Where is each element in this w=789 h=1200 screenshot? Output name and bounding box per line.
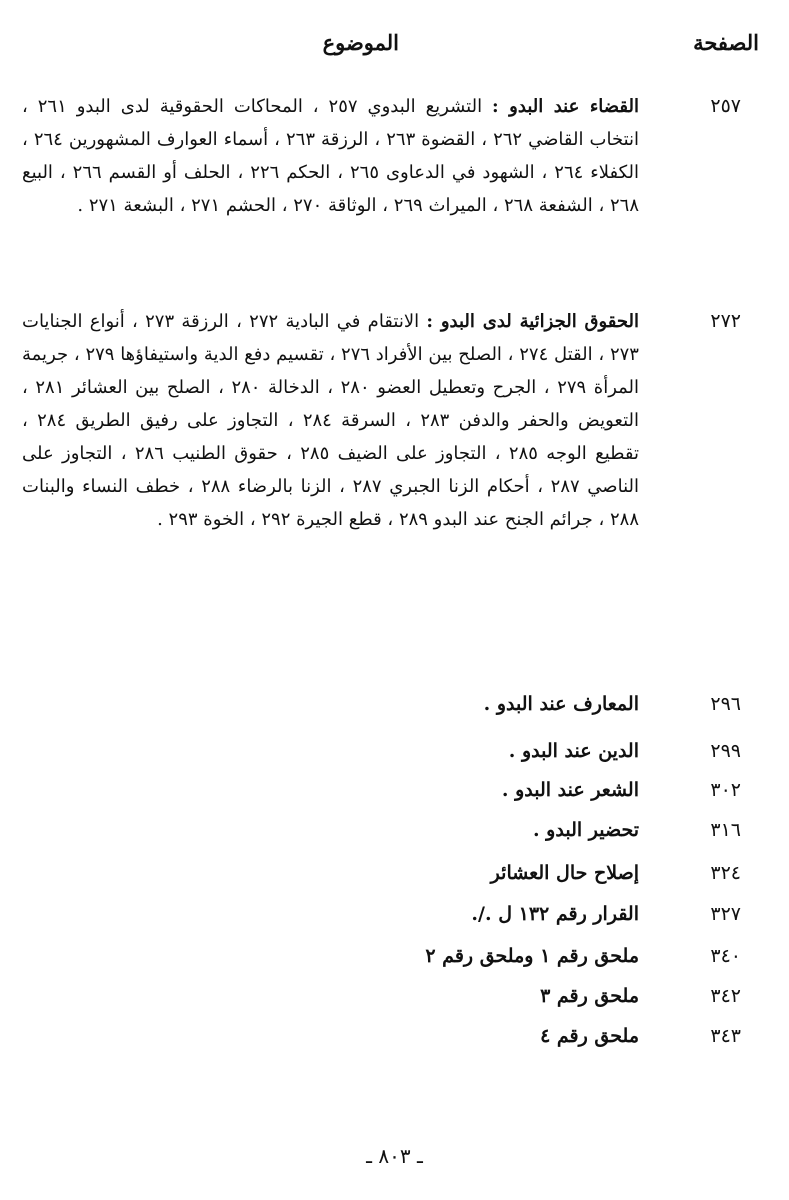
- entry-title: المعارف عند البدو .: [483, 693, 639, 715]
- entry-page-number: ٢٧٢: [710, 310, 741, 332]
- page-number: ـ ٨٠٣ ـ: [366, 1144, 423, 1168]
- entry-title: الحقوق الجزائية لدى البدو :: [426, 311, 639, 332]
- entry-page-number: ٢٩٩: [710, 740, 741, 762]
- index-entry: [0, 90, 789, 290]
- entry-text: [22, 90, 639, 222]
- entry-title: ملحق رقم ٤: [540, 1025, 639, 1047]
- entry-title: القرار رقم ١٣٢ ل ./.: [471, 903, 639, 925]
- entry-page-number: ٣٢٤: [710, 862, 741, 884]
- entry-title: تحضير البدو .: [532, 819, 639, 841]
- subject-column-header: الموضوع: [322, 30, 399, 55]
- entry-title: القضاء عند البدو :: [492, 96, 639, 117]
- entry-page-number: ٣٢٧: [710, 903, 741, 925]
- entry-page-number: ٢٩٦: [710, 693, 741, 715]
- entry-title: ملحق رقم ٣: [540, 985, 639, 1007]
- entry-page-number: ٣١٦: [710, 819, 741, 841]
- entry-page-number: ٣٤٣: [710, 1025, 741, 1047]
- entry-title: الشعر عند البدو .: [501, 779, 639, 801]
- entry-page-number: ٢٥٧: [710, 95, 741, 117]
- index-entry: [0, 305, 789, 680]
- entry-title: الدين عند البدو .: [508, 740, 639, 762]
- entry-page-number: ٣٠٢: [710, 779, 741, 801]
- entry-details: التشريع البدوي ٢٥٧ ، المحاكات الحقوقية لدى البدو ٢٦١ ، انتخاب القاضي ٢٦٢ ، القضوة ٢٦٣ ، الرزقة ٢٦٣ ، أسماء العوارف المشهورين ٢٦٤ ، الكفلاء ٢٦٤ ، الشهود في الدعاوى ٢٦٥ ، الحكم ٢٢٦ ، الحلف أو القسم ٢٦٦ ، البيع ٢٦٨ ، الشفعة ٢٦٨ ، الميراث ٢٦٩ ، الوثاقة ٢٧٠ ، الحشم ٢٧١ ، البشعة ٢٧١ .: [22, 96, 640, 216]
- table-header: [30, 30, 759, 64]
- entry-page-number: ٣٤٢: [710, 985, 741, 1007]
- entry-title: ملحق رقم ١ وملحق رقم ٢: [425, 945, 639, 967]
- page-column-header: الصفحة: [693, 30, 759, 55]
- entry-page-number: ٣٤٠: [710, 945, 741, 967]
- entry-details: الانتقام في البادية ٢٧٢ ، الرزقة ٢٧٣ ، أنواع الجنايات ٢٧٣ ، القتل ٢٧٤ ، الصلح بين الأفراد ٢٧٦ ، تقسيم دفع الدية واستيفاؤها ٢٧٩ ، جريمة المرأة ٢٧٩ ، الجرح وتعطيل العضو ٢٨٠ ، الدخالة ٢٨٠ ، الصلح بين العشائر ٢٨١ ، التعويض والحفر والدفن ٢٨٣ ، السرقة ٢٨٤ ، التجاوز على رفيق الطريق ٢٨٤ ، تقطيع الوجه ٢٨٥ ، التجاوز على الضيف ٢٨٥ ، حقوق الطنيب ٢٨٦ ، التجاوز على الناصي ٢٨٧ ، أحكام الزنا الجبري ٢٨٧ ، الزنا بالرضاء ٢٨٨ ، خطف النساء والبنات ٢٨٨ ، جرائم الجنح عند البدو ٢٨٩ ، قطع الجيرة ٢٩٢ ، الخوة ٢٩٣ .: [22, 311, 640, 530]
- entry-title: إصلاح حال العشائر: [490, 862, 639, 884]
- entry-text: [22, 305, 639, 536]
